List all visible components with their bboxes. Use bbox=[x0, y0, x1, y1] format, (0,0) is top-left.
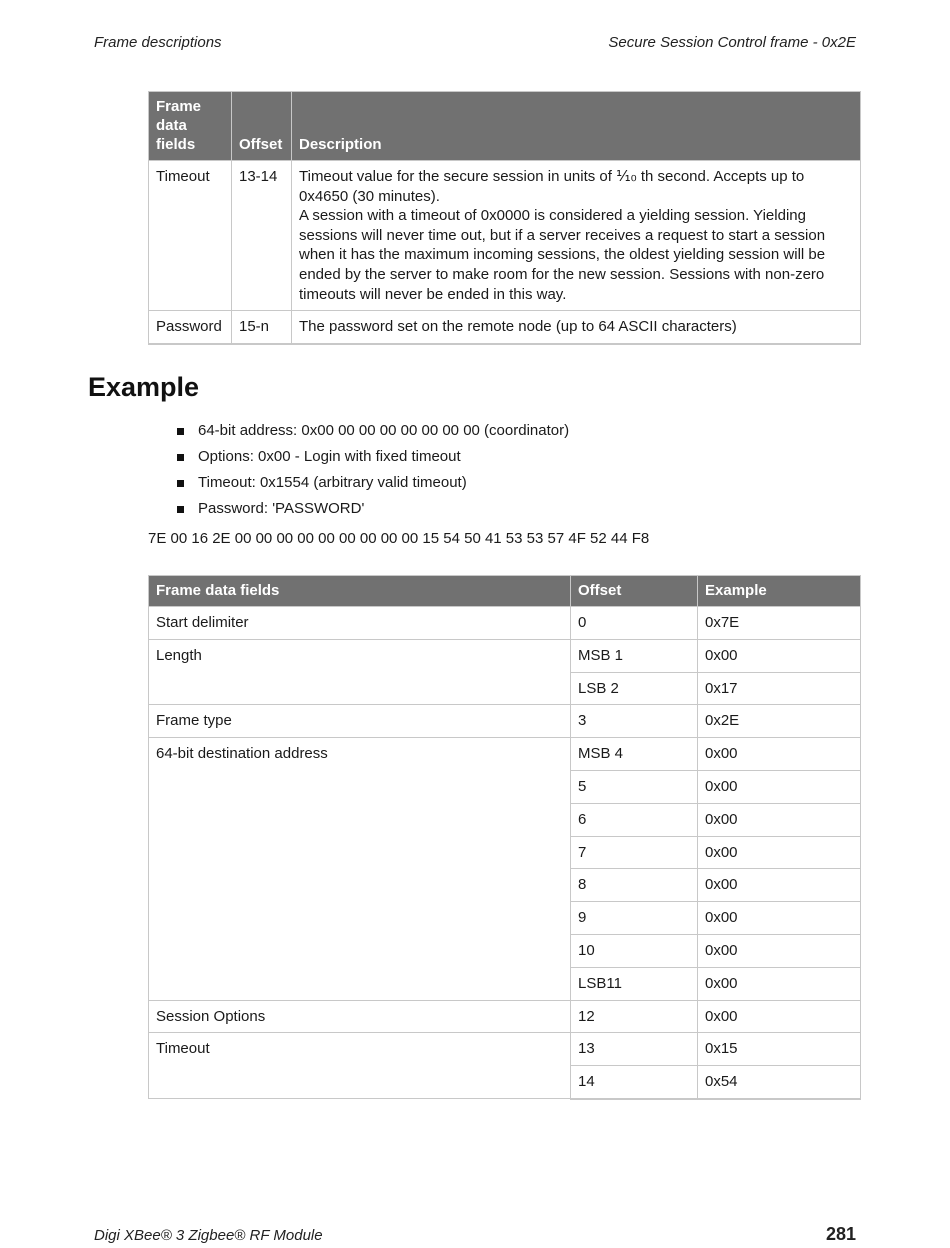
square-bullet-icon bbox=[177, 480, 184, 487]
cell-field: Timeout bbox=[149, 1033, 571, 1099]
cell-field: Length bbox=[149, 639, 571, 705]
cell-offset: 6 bbox=[571, 803, 698, 836]
cell-offset: MSB 4 bbox=[571, 738, 698, 771]
cell-example: 0x2E bbox=[698, 705, 861, 738]
description-paragraph: The password set on the remote node (up to 64 ASCII characters) bbox=[299, 318, 737, 336]
cell-example: 0x00 bbox=[698, 967, 861, 1000]
table-row bbox=[149, 311, 861, 344]
table-header-row bbox=[149, 576, 861, 607]
cell-field: Start delimiter bbox=[149, 607, 571, 640]
cell-example: 0x00 bbox=[698, 738, 861, 771]
cell-example: 0x00 bbox=[698, 869, 861, 902]
cell-example: 0x00 bbox=[698, 902, 861, 935]
table-row bbox=[149, 1033, 861, 1066]
cell-offset: 14 bbox=[571, 1066, 698, 1099]
column-header-example: Example bbox=[698, 576, 861, 607]
cell-offset: 9 bbox=[571, 902, 698, 935]
list-item-text: Options: 0x00 - Login with fixed timeout bbox=[198, 448, 461, 465]
list-item bbox=[176, 418, 569, 444]
running-header bbox=[94, 34, 856, 51]
list-item bbox=[176, 444, 569, 470]
cell-field: Password bbox=[149, 311, 232, 344]
header-frame-title: Secure Session Control frame - 0x2E bbox=[608, 34, 856, 51]
cell-example: 0x00 bbox=[698, 770, 861, 803]
example-hex-frame: 7E 00 16 2E 00 00 00 00 00 00 00 00 00 15 54 50 41 53 53 57 4F 52 44 F8 bbox=[148, 530, 650, 547]
cell-field: Timeout bbox=[149, 161, 232, 311]
section-heading-example: Example bbox=[88, 372, 200, 402]
cell-field: 64-bit destination address bbox=[149, 738, 571, 1000]
frame-fields-description-table bbox=[148, 91, 861, 345]
square-bullet-icon bbox=[177, 454, 184, 461]
description-paragraph: Timeout value for the secure session in units of ⅒ th second. Accepts up to 0x4650 (30 minutes). bbox=[299, 168, 805, 205]
cell-example: 0x00 bbox=[698, 1000, 861, 1033]
list-item-text: Password: 'PASSWORD' bbox=[198, 500, 365, 517]
column-header-offset: Offset bbox=[232, 92, 292, 161]
cell-offset: 8 bbox=[571, 869, 698, 902]
cell-example: 0x00 bbox=[698, 836, 861, 869]
column-header-frame-data-fields: Frame data fields bbox=[149, 576, 571, 607]
square-bullet-icon bbox=[177, 428, 184, 435]
column-header-description: Description bbox=[292, 92, 861, 161]
table-row bbox=[149, 738, 861, 771]
square-bullet-icon bbox=[177, 506, 184, 513]
page-number: 281 bbox=[825, 1224, 856, 1244]
table-row bbox=[149, 607, 861, 640]
cell-description bbox=[292, 311, 861, 344]
list-item-text: 64-bit address: 0x00 00 00 00 00 00 00 00 (coordinator) bbox=[198, 422, 570, 439]
description-paragraph: A session with a timeout of 0x0000 is considered a yielding session. Yielding sessions will never time out, but if a server receives a request to start a session when it has the maximum incoming sessions, the oldest yielding session will be ended by the server to make room for the new session. Sessions with non-zero timeouts will never be ended in this way. bbox=[299, 207, 826, 303]
table-row bbox=[149, 639, 861, 672]
cell-offset: 5 bbox=[571, 770, 698, 803]
cell-offset: 7 bbox=[571, 836, 698, 869]
list-item bbox=[176, 470, 569, 496]
list-item-text: Timeout: 0x1554 (arbitrary valid timeout) bbox=[198, 474, 467, 491]
footer-document-title: Digi XBee® 3 Zigbee® RF Module bbox=[94, 1227, 323, 1244]
cell-description bbox=[292, 161, 861, 311]
table-row bbox=[149, 1000, 861, 1033]
cell-offset: MSB 1 bbox=[571, 639, 698, 672]
header-section-title: Frame descriptions bbox=[94, 34, 222, 51]
cell-example: 0x7E bbox=[698, 607, 861, 640]
cell-offset: 0 bbox=[571, 607, 698, 640]
cell-offset: 13-14 bbox=[232, 161, 292, 311]
list-item bbox=[176, 496, 569, 522]
cell-example: 0x54 bbox=[698, 1066, 861, 1099]
cell-offset: LSB11 bbox=[571, 967, 698, 1000]
example-parameter-list bbox=[176, 418, 569, 522]
cell-offset: 3 bbox=[571, 705, 698, 738]
cell-offset: 13 bbox=[571, 1033, 698, 1066]
cell-offset: 12 bbox=[571, 1000, 698, 1033]
column-header-frame-data-fields: Frame data fields bbox=[149, 92, 232, 161]
running-footer bbox=[94, 1224, 856, 1245]
cell-offset: LSB 2 bbox=[571, 672, 698, 705]
cell-example: 0x00 bbox=[698, 934, 861, 967]
cell-example: 0x00 bbox=[698, 639, 861, 672]
table-row bbox=[149, 161, 861, 311]
cell-field: Frame type bbox=[149, 705, 571, 738]
cell-example: 0x17 bbox=[698, 672, 861, 705]
cell-field: Session Options bbox=[149, 1000, 571, 1033]
table-header-row bbox=[149, 92, 861, 161]
frame-example-table bbox=[148, 575, 861, 1100]
cell-offset: 15-n bbox=[232, 311, 292, 344]
table-row bbox=[149, 705, 861, 738]
column-header-offset: Offset bbox=[571, 576, 698, 607]
cell-example: 0x00 bbox=[698, 803, 861, 836]
cell-offset: 10 bbox=[571, 934, 698, 967]
cell-example: 0x15 bbox=[698, 1033, 861, 1066]
